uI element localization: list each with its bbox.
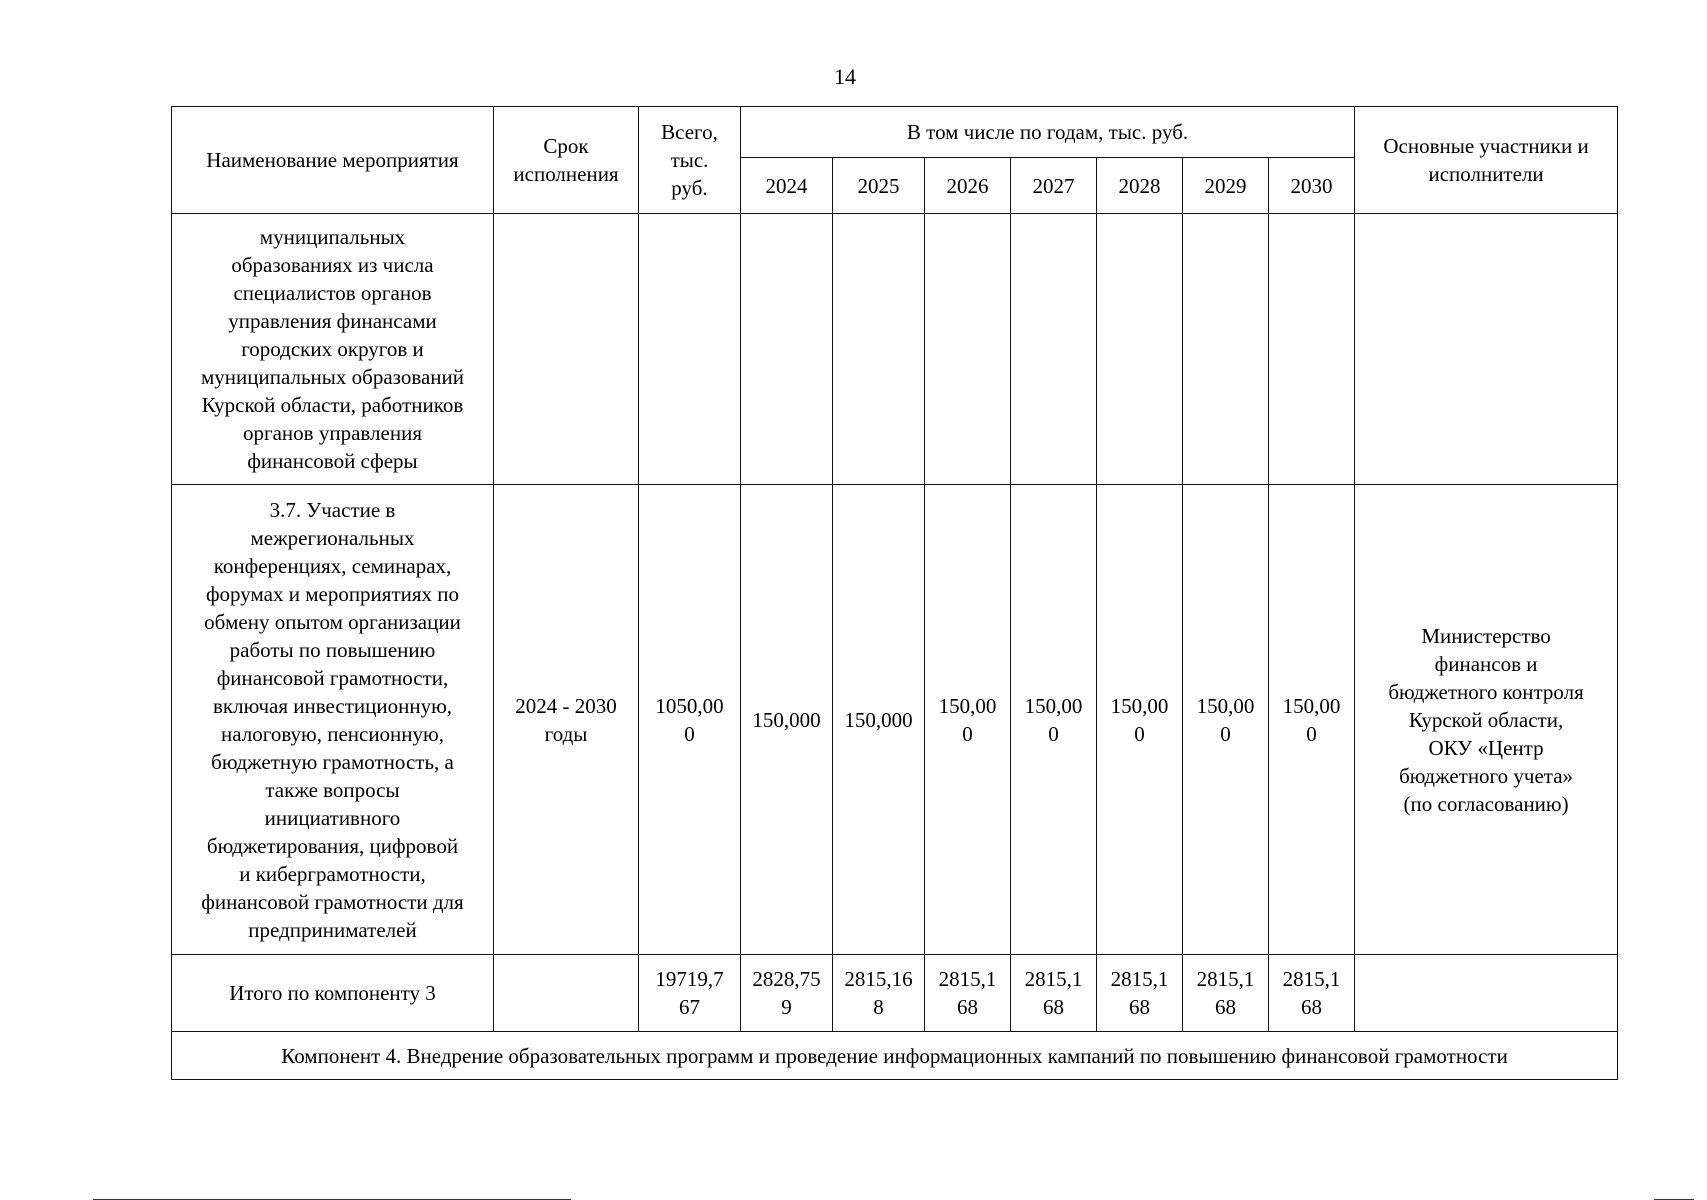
component-4-row	[172, 1032, 1618, 1080]
measure-year-2030: 150,00 0	[1269, 485, 1355, 955]
total-year-2029: 2815,1 68	[1183, 955, 1269, 1032]
header-year-2026: 2026	[925, 158, 1011, 214]
measure-participants: Министерство финансов и бюджетного контроля Курской области, ОКУ «Центр бюджетного учета» (по согласованию)	[1355, 485, 1618, 955]
total-year-2024: 2828,75 9	[741, 955, 833, 1032]
total-year-2028: 2815,1 68	[1097, 955, 1183, 1032]
empty-cell	[833, 214, 925, 485]
header-year-2029: 2029	[1183, 158, 1269, 214]
total-sum: 19719,7 67	[639, 955, 741, 1032]
page-number: 14	[834, 64, 856, 89]
measure-year-2028: 150,00 0	[1097, 485, 1183, 955]
empty-cell	[1355, 214, 1618, 485]
header-name: Наименование мероприятия	[172, 107, 494, 214]
header-total: Всего, тыс. руб.	[639, 107, 741, 214]
component-4-title: Компонент 4. Внедрение образовательных программ и проведение информационных кампаний по повышению финансовой грамотности	[172, 1032, 1618, 1080]
header-year-2027: 2027	[1011, 158, 1097, 214]
measure-term: 2024 - 2030 годы	[494, 485, 639, 955]
measure-name: муниципальных образованиях из числа специалистов органов управления финансами городских округов и муниципальных образований Курской области, работников органов управления финансовой сферы	[172, 214, 494, 485]
header-participants: Основные участники и исполнители	[1355, 107, 1618, 214]
empty-cell	[1183, 214, 1269, 485]
header-year-2024: 2024	[741, 158, 833, 214]
empty-cell	[741, 214, 833, 485]
header-year-2030: 2030	[1269, 158, 1355, 214]
header-year-2028: 2028	[1097, 158, 1183, 214]
program-measures-table	[171, 106, 1618, 1080]
measure-year-2027: 150,00 0	[1011, 485, 1097, 955]
empty-cell	[1011, 214, 1097, 485]
header-year-2025: 2025	[833, 158, 925, 214]
measure-year-2026: 150,00 0	[925, 485, 1011, 955]
empty-cell	[925, 214, 1011, 485]
empty-cell	[1097, 214, 1183, 485]
measure-year-2025: 150,000	[833, 485, 925, 955]
empty-cell	[639, 214, 741, 485]
measure-year-2024: 150,000	[741, 485, 833, 955]
empty-cell	[1355, 955, 1618, 1032]
table-row	[172, 214, 1618, 485]
measure-total: 1050,00 0	[639, 485, 741, 955]
measure-year-2029: 150,00 0	[1183, 485, 1269, 955]
measure-name: 3.7. Участие в межрегиональных конференциях, семинарах, форумах и мероприятиях по обмену опытом организации работы по повышению финансовой грамотности, включая инвестиционную, налоговую, пенсионную, бюджетную грамотность, а также вопросы инициативного бюджетирования, цифровой и киберграмотности, финансовой грамотности для предпринимателей	[172, 485, 494, 955]
header-term: Срок исполнения	[494, 107, 639, 214]
header-years-group: В том числе по годам, тыс. руб.	[741, 107, 1355, 158]
empty-cell	[1269, 214, 1355, 485]
total-label: Итого по компоненту 3	[172, 955, 494, 1032]
header-row-top	[172, 107, 1618, 158]
table-row	[172, 485, 1618, 955]
empty-cell	[494, 955, 639, 1032]
total-year-2026: 2815,1 68	[925, 955, 1011, 1032]
total-year-2030: 2815,1 68	[1269, 955, 1355, 1032]
total-year-2025: 2815,16 8	[833, 955, 925, 1032]
empty-cell	[494, 214, 639, 485]
table-row-total	[172, 955, 1618, 1032]
total-year-2027: 2815,1 68	[1011, 955, 1097, 1032]
